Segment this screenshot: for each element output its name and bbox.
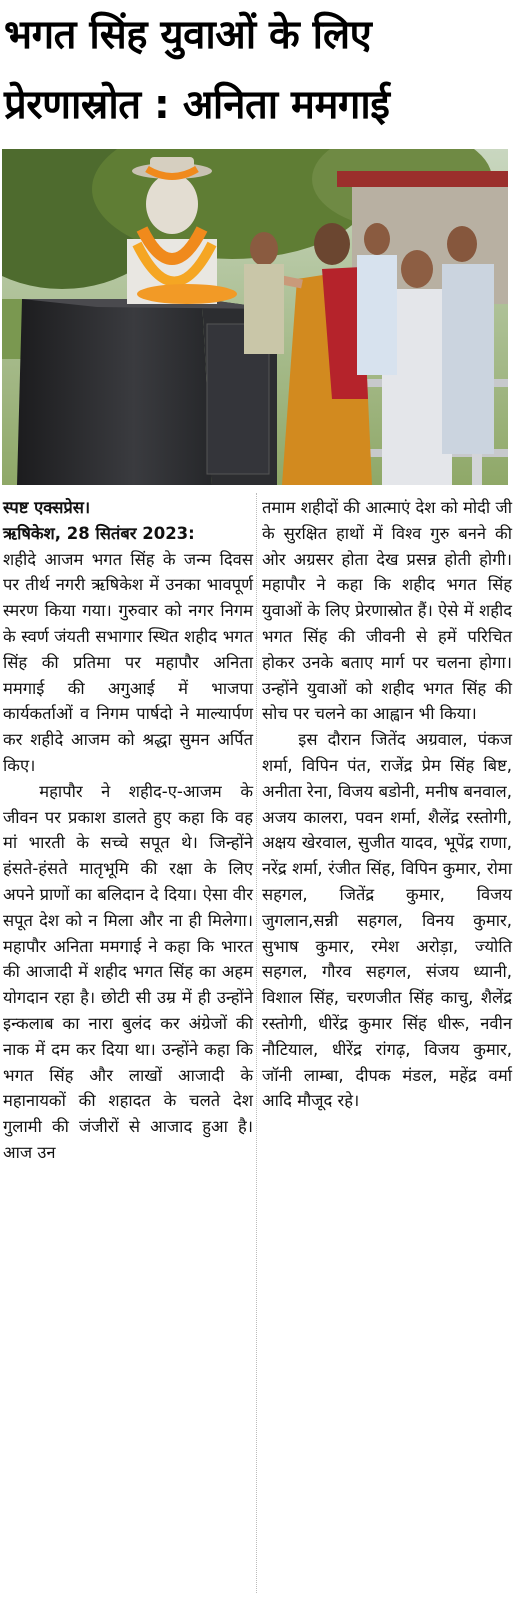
paragraph-2: महापौर ने शहीद-ए-आजम के जीवन पर प्रकाश डालते हुए कहा कि वह मां भारती के सच्चे सपूत थे। जिन्होंने हंसते-हंसते मातृभूमि की रक्षा के लिए अपने प्राणों का बलिदान दे दिया। ऐसा वीर सपूत देश को न मिला और ना ही मिलेगा। महापौर अनिता ममगाई ने कहा कि भारत की आजादी में शहीद भगत सिंह का अहम योगदान रहा है। छोटी सी उम्र में ही उन्होंने इन्कलाब का नारा बुलंद कर अंग्रेजों की नाक में दम कर दिया था। उन्होंने कहा कि भगत सिंह और लाखों आजादी के महानायकों की शहादत के चलते देश गुलामी की जंजीरों से आजाद हुआ है। आज उन (3, 781, 253, 1162)
paragraph-3: तमाम शहीदों की आत्माएं देश को मोदी जी के सुरक्षित हाथों में विश्व गुरु बनने की ओर अग्रसर होता देख प्रसन्न होती होगी। महापौर ने कहा कि शहीद भगत सिंह युवाओं के लिए प्रेरणास्रोत हैं। ऐसे में शहीद भगत सिंह की जीवनी से हमें परिचित होकर उनके बताए मार्ग पर चलना होगा। उन्होंने युवाओं को शहीद भगत सिंह की सोच पर चलने का आह्वान भी किया। (262, 498, 512, 724)
paragraph-1: शहीदे आजम भगत सिंह के जन्म दिवस पर तीर्थ नगरी ऋषिकेश में उनका भावपूर्ण स्मरण किया गया। गुरुवार को नगर निगम के स्वर्ण जंयती सभागार स्थित शहीद भगत सिंह की प्रतिमा पर महापौर अनिता ममगाई की अगुआई में भाजपा कार्यकर्ताओं व निगम पार्षदो ने माल्यार्पण कर शहीदे आजम को श्रद्धा सुमन अर्पित किए। (3, 549, 253, 775)
article-column-left (3, 495, 253, 1166)
article-column-right (262, 495, 512, 1114)
news-photo (2, 149, 508, 485)
attendees-paragraph: इस दौरान जितेंद अग्रवाल, पंकज शर्मा, विपिन पंत, राजेंद्र प्रेम सिंह बिष्ट, अनीता रेना, विजय बडोनी, मनीष बनवाल, अजय कालरा, पवन शर्मा, शैलेंद्र रस्तोगी, अक्षय खेरवाल, सुजीत यादव, भूपेंद्र राणा, नरेंद्र शर्मा, रंजीत सिंह, विपिन कुमार, रोमा सहगल, जितेंद्र कुमार, विजय जुगलान,सन्नी सहगल, विनय कुमार, सुभाष कुमार, रमेश अरोड़ा, ज्योति सहगल, गौरव सहगल, संजय ध्यानी, विशाल सिंह, चरणजीत सिंह काचु, शैलेंद्र रस्तोगी, धीरेंद्र कुमार सिंह धीरू, नवीन नौटियाल, धीरेंद्र रांगढ़, विजय कुमार, जॉनी लाम्बा, दीपक मंडल, महेंद्र वर्मा आदि मौजूद रहे। (262, 730, 512, 1111)
dateline: ऋषिकेश, 28 सितंबर 2023: (3, 523, 195, 543)
column-divider (256, 493, 257, 1593)
source-line: स्पष्ट एक्सप्रेस। (3, 498, 91, 517)
headline (0, 0, 531, 148)
headline-line-2: प्रेरणास्रोत : अनिता ममगाई (4, 82, 390, 128)
statue-tribute-photo (2, 149, 508, 485)
headline-line-1: भगत सिंह युवाओं के लिए (4, 12, 372, 58)
